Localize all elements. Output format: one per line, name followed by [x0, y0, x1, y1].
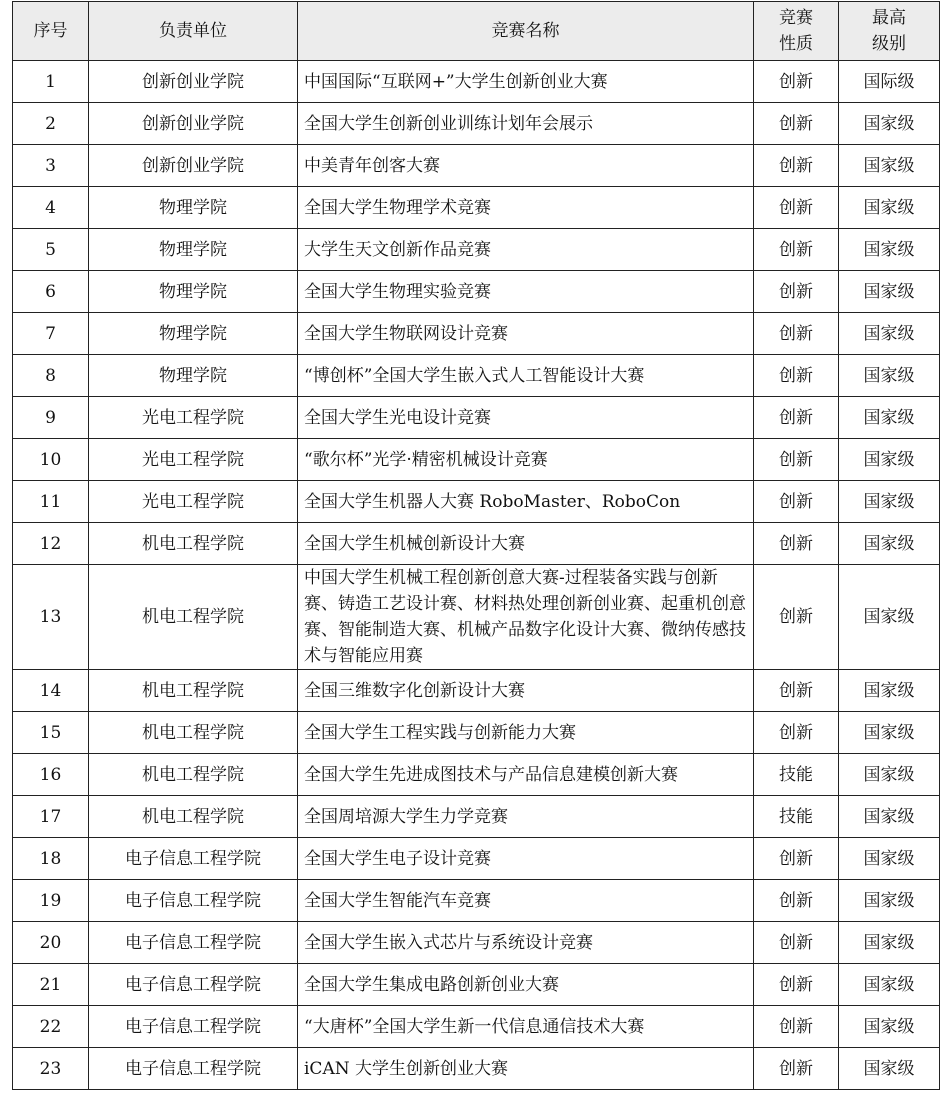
cell-serial-number: 12: [13, 523, 89, 565]
cell-highest-level: 国家级: [839, 397, 940, 439]
cell-competition-type: 创新: [754, 880, 839, 922]
cell-serial-number: 14: [13, 670, 89, 712]
cell-responsible-unit: 电子信息工程学院: [89, 880, 298, 922]
cell-competition-name: 中国国际“互联网+”大学生创新创业大赛: [298, 61, 754, 103]
header-responsible-unit: 负责单位: [89, 2, 298, 61]
cell-competition-type: 创新: [754, 103, 839, 145]
cell-highest-level: 国家级: [839, 229, 940, 271]
competition-table: [12, 1, 940, 1090]
cell-competition-name: 全国大学生物理实验竞赛: [298, 271, 754, 313]
cell-responsible-unit: 创新创业学院: [89, 145, 298, 187]
cell-responsible-unit: 光电工程学院: [89, 481, 298, 523]
table-row: [13, 103, 940, 145]
table-row: [13, 754, 940, 796]
cell-competition-type: 创新: [754, 670, 839, 712]
table-row: [13, 880, 940, 922]
table-row: [13, 229, 940, 271]
cell-competition-name: 大学生天文创新作品竞赛: [298, 229, 754, 271]
cell-highest-level: 国家级: [839, 880, 940, 922]
cell-highest-level: 国家级: [839, 271, 940, 313]
table-row: [13, 838, 940, 880]
cell-highest-level: 国家级: [839, 712, 940, 754]
cell-competition-type: 创新: [754, 523, 839, 565]
table-row: [13, 922, 940, 964]
cell-serial-number: 20: [13, 922, 89, 964]
cell-serial-number: 15: [13, 712, 89, 754]
cell-competition-type: 创新: [754, 712, 839, 754]
cell-highest-level: 国家级: [839, 355, 940, 397]
cell-serial-number: 22: [13, 1006, 89, 1048]
cell-responsible-unit: 光电工程学院: [89, 397, 298, 439]
cell-highest-level: 国家级: [839, 565, 940, 670]
cell-serial-number: 17: [13, 796, 89, 838]
table-row: [13, 565, 940, 670]
cell-responsible-unit: 物理学院: [89, 355, 298, 397]
cell-competition-name: 全国大学生集成电路创新创业大赛: [298, 964, 754, 1006]
cell-serial-number: 16: [13, 754, 89, 796]
cell-responsible-unit: 物理学院: [89, 229, 298, 271]
cell-competition-type: 技能: [754, 754, 839, 796]
cell-responsible-unit: 电子信息工程学院: [89, 1048, 298, 1090]
table-row: [13, 313, 940, 355]
cell-competition-name: “大唐杯”全国大学生新一代信息通信技术大赛: [298, 1006, 754, 1048]
header-type-line2: 性质: [779, 34, 813, 54]
cell-competition-name: “博创杯”全国大学生嵌入式人工智能设计大赛: [298, 355, 754, 397]
cell-competition-name: “歌尔杯”光学·精密机械设计竞赛: [298, 439, 754, 481]
cell-serial-number: 2: [13, 103, 89, 145]
cell-competition-name: 中美青年创客大赛: [298, 145, 754, 187]
cell-responsible-unit: 机电工程学院: [89, 523, 298, 565]
cell-competition-name: 全国大学生电子设计竞赛: [298, 838, 754, 880]
cell-serial-number: 9: [13, 397, 89, 439]
cell-responsible-unit: 电子信息工程学院: [89, 964, 298, 1006]
cell-competition-name: 全国三维数字化创新设计大赛: [298, 670, 754, 712]
cell-serial-number: 11: [13, 481, 89, 523]
cell-competition-type: 创新: [754, 1006, 839, 1048]
cell-serial-number: 19: [13, 880, 89, 922]
cell-competition-type: 技能: [754, 796, 839, 838]
cell-responsible-unit: 机电工程学院: [89, 565, 298, 670]
cell-serial-number: 7: [13, 313, 89, 355]
table-row: [13, 439, 940, 481]
cell-serial-number: 3: [13, 145, 89, 187]
table-row: [13, 187, 940, 229]
cell-serial-number: 8: [13, 355, 89, 397]
cell-competition-type: 创新: [754, 397, 839, 439]
cell-highest-level: 国家级: [839, 1048, 940, 1090]
cell-competition-type: 创新: [754, 313, 839, 355]
cell-highest-level: 国家级: [839, 481, 940, 523]
cell-serial-number: 5: [13, 229, 89, 271]
cell-competition-type: 创新: [754, 481, 839, 523]
table-row: [13, 145, 940, 187]
cell-highest-level: 国家级: [839, 103, 940, 145]
cell-competition-name: 全国大学生光电设计竞赛: [298, 397, 754, 439]
cell-competition-name: 全国周培源大学生力学竞赛: [298, 796, 754, 838]
table-row: [13, 712, 940, 754]
cell-responsible-unit: 物理学院: [89, 271, 298, 313]
cell-competition-type: 创新: [754, 964, 839, 1006]
cell-highest-level: 国际级: [839, 61, 940, 103]
cell-serial-number: 10: [13, 439, 89, 481]
table-body: [13, 61, 940, 1090]
cell-competition-type: 创新: [754, 229, 839, 271]
cell-competition-type: 创新: [754, 838, 839, 880]
table-row: [13, 670, 940, 712]
cell-competition-name: 全国大学生工程实践与创新能力大赛: [298, 712, 754, 754]
cell-competition-name: 全国大学生物理学术竞赛: [298, 187, 754, 229]
header-row: [13, 2, 940, 61]
cell-competition-type: 创新: [754, 187, 839, 229]
cell-serial-number: 6: [13, 271, 89, 313]
table-row: [13, 1006, 940, 1048]
cell-competition-type: 创新: [754, 61, 839, 103]
cell-competition-type: 创新: [754, 1048, 839, 1090]
cell-highest-level: 国家级: [839, 670, 940, 712]
cell-competition-name: 全国大学生机械创新设计大赛: [298, 523, 754, 565]
cell-competition-name: 全国大学生智能汽车竞赛: [298, 880, 754, 922]
table-row: [13, 523, 940, 565]
header-competition-name: 竞赛名称: [298, 2, 754, 61]
cell-responsible-unit: 物理学院: [89, 187, 298, 229]
table-row: [13, 964, 940, 1006]
table-header: [13, 2, 940, 61]
cell-serial-number: 1: [13, 61, 89, 103]
cell-highest-level: 国家级: [839, 187, 940, 229]
cell-responsible-unit: 电子信息工程学院: [89, 838, 298, 880]
cell-responsible-unit: 电子信息工程学院: [89, 922, 298, 964]
table-row: [13, 796, 940, 838]
header-level-line2: 级别: [872, 34, 906, 54]
cell-highest-level: 国家级: [839, 796, 940, 838]
cell-responsible-unit: 机电工程学院: [89, 712, 298, 754]
cell-responsible-unit: 创新创业学院: [89, 103, 298, 145]
cell-competition-type: 创新: [754, 565, 839, 670]
cell-highest-level: 国家级: [839, 754, 940, 796]
cell-competition-type: 创新: [754, 145, 839, 187]
cell-competition-type: 创新: [754, 922, 839, 964]
header-type-line1: 竞赛: [779, 8, 813, 28]
cell-responsible-unit: 创新创业学院: [89, 61, 298, 103]
cell-responsible-unit: 电子信息工程学院: [89, 1006, 298, 1048]
cell-competition-type: 创新: [754, 271, 839, 313]
cell-competition-type: 创新: [754, 439, 839, 481]
cell-highest-level: 国家级: [839, 964, 940, 1006]
cell-responsible-unit: 机电工程学院: [89, 796, 298, 838]
cell-competition-name: 全国大学生机器人大赛 RoboMaster、RoboCon: [298, 481, 754, 523]
cell-competition-name: 中国大学生机械工程创新创意大赛-过程装备实践与创新赛、铸造工艺设计赛、材料热处理创新创业赛、起重机创意赛、智能制造大赛、机械产品数字化设计大赛、微纳传感技术与智能应用赛: [298, 565, 754, 670]
cell-responsible-unit: 物理学院: [89, 313, 298, 355]
table-row: [13, 397, 940, 439]
cell-responsible-unit: 机电工程学院: [89, 754, 298, 796]
cell-responsible-unit: 光电工程学院: [89, 439, 298, 481]
cell-competition-name: 全国大学生创新创业训练计划年会展示: [298, 103, 754, 145]
cell-serial-number: 18: [13, 838, 89, 880]
cell-highest-level: 国家级: [839, 922, 940, 964]
header-competition-type: [754, 2, 839, 61]
table-row: [13, 271, 940, 313]
cell-responsible-unit: 机电工程学院: [89, 670, 298, 712]
cell-competition-name: 全国大学生物联网设计竞赛: [298, 313, 754, 355]
cell-serial-number: 13: [13, 565, 89, 670]
header-highest-level: [839, 2, 940, 61]
cell-highest-level: 国家级: [839, 523, 940, 565]
cell-highest-level: 国家级: [839, 1006, 940, 1048]
table-row: [13, 61, 940, 103]
header-level-line1: 最高: [872, 8, 906, 28]
cell-highest-level: 国家级: [839, 838, 940, 880]
cell-highest-level: 国家级: [839, 313, 940, 355]
cell-serial-number: 21: [13, 964, 89, 1006]
table-row: [13, 355, 940, 397]
cell-serial-number: 23: [13, 1048, 89, 1090]
table-row: [13, 481, 940, 523]
cell-highest-level: 国家级: [839, 145, 940, 187]
cell-competition-name: 全国大学生嵌入式芯片与系统设计竞赛: [298, 922, 754, 964]
header-serial-number: 序号: [13, 2, 89, 61]
cell-serial-number: 4: [13, 187, 89, 229]
cell-highest-level: 国家级: [839, 439, 940, 481]
cell-competition-name: 全国大学生先进成图技术与产品信息建模创新大赛: [298, 754, 754, 796]
cell-competition-type: 创新: [754, 355, 839, 397]
table-row: [13, 1048, 940, 1090]
cell-competition-name: iCAN 大学生创新创业大赛: [298, 1048, 754, 1090]
